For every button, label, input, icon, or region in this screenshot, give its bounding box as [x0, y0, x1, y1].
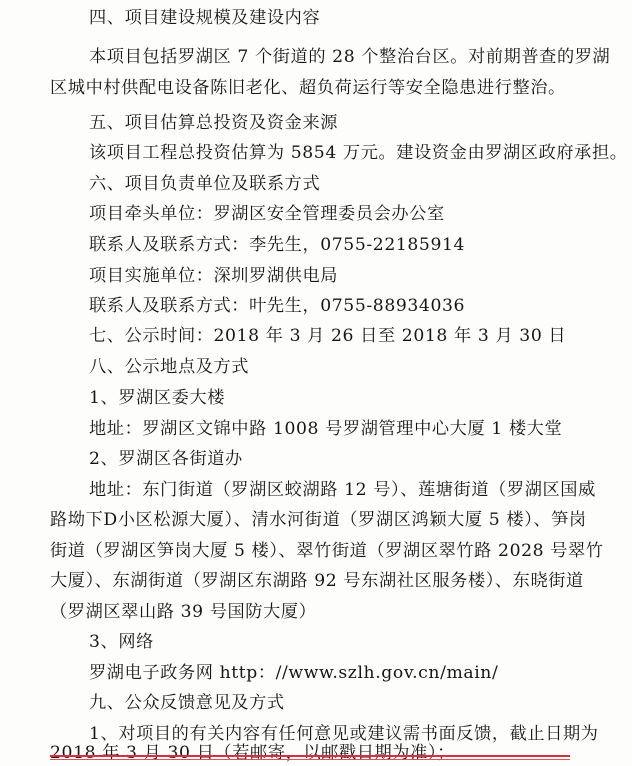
section-heading-7: 七、公示时间：2018 年 3 月 26 日至 2018 年 3 月 30 日 — [89, 326, 567, 346]
paragraph-line: 本项目包括罗湖区 7 个街道的 28 个整治台区。对前期普查的罗湖 — [89, 47, 611, 67]
implementing-unit-line: 项目实施单位：深圳罗湖供电局 — [89, 266, 339, 286]
website-line: 罗湖电子政务网 http：//www.szlh.gov.cn/main/ — [89, 663, 499, 683]
paragraph-line: 该项目工程总投资估算为 5854 万元。建设资金由罗湖区政府承担。 — [89, 143, 628, 163]
red-underline — [50, 755, 570, 757]
section-heading-9: 九、公众反馈意见及方式 — [89, 693, 285, 713]
contact-line-lead: 联系人及联系方式：李先生，0755-22185914 — [89, 235, 466, 255]
red-underline-secondary — [50, 759, 570, 760]
section-heading-8: 八、公示地点及方式 — [89, 357, 250, 377]
location-item-3: 3、网络 — [89, 632, 154, 652]
location-item-1: 1、罗湖区委大楼 — [89, 388, 226, 408]
paragraph-line: 街道（罗湖区笋岗大厦 5 楼）、翠竹街道（罗湖区翠竹路 2028 号翠竹 — [50, 541, 604, 561]
location-item-2: 2、罗湖区各街道办 — [89, 449, 243, 469]
lead-unit-line: 项目牵头单位：罗湖区安全管理委员会办公室 — [89, 204, 445, 224]
address-line: 地址：东门街道（罗湖区蛟湖路 12 号）、莲塘街道（罗湖区国威 — [89, 480, 596, 500]
feedback-item-1: 1、对项目的有关内容有任何意见或建议需书面反馈，截止日期为 — [89, 724, 599, 744]
section-heading-6: 六、项目负责单位及联系方式 — [89, 174, 321, 194]
contact-line-impl: 联系人及联系方式：叶先生，0755-88934036 — [89, 296, 466, 316]
section-heading-4: 四、项目建设规模及建设内容 — [89, 8, 321, 28]
section-heading-5: 五、项目估算总投资及资金来源 — [89, 113, 339, 133]
paragraph-line: 大厦）、东湖街道（罗湖区东湖路 92 号东湖社区服务楼）、东晓街道 — [50, 571, 584, 591]
paragraph-line: 区城中村供配电设备陈旧老化、超负荷运行等安全隐患进行整治。 — [50, 78, 566, 98]
paragraph-line: （罗湖区翠山路 39 号国防大厦） — [50, 602, 317, 622]
address-line: 地址：罗湖区文锦中路 1008 号罗湖管理中心大厦 1 楼大堂 — [89, 419, 563, 439]
paragraph-line: 路坳下D小区松源大厦）、清水河街道（罗湖区鸿颖大厦 5 楼）、笋岗 — [50, 510, 587, 530]
feedback-deadline-line: 2018 年 3 月 30 日（若邮寄，以邮戳日期为准）； — [50, 743, 455, 763]
